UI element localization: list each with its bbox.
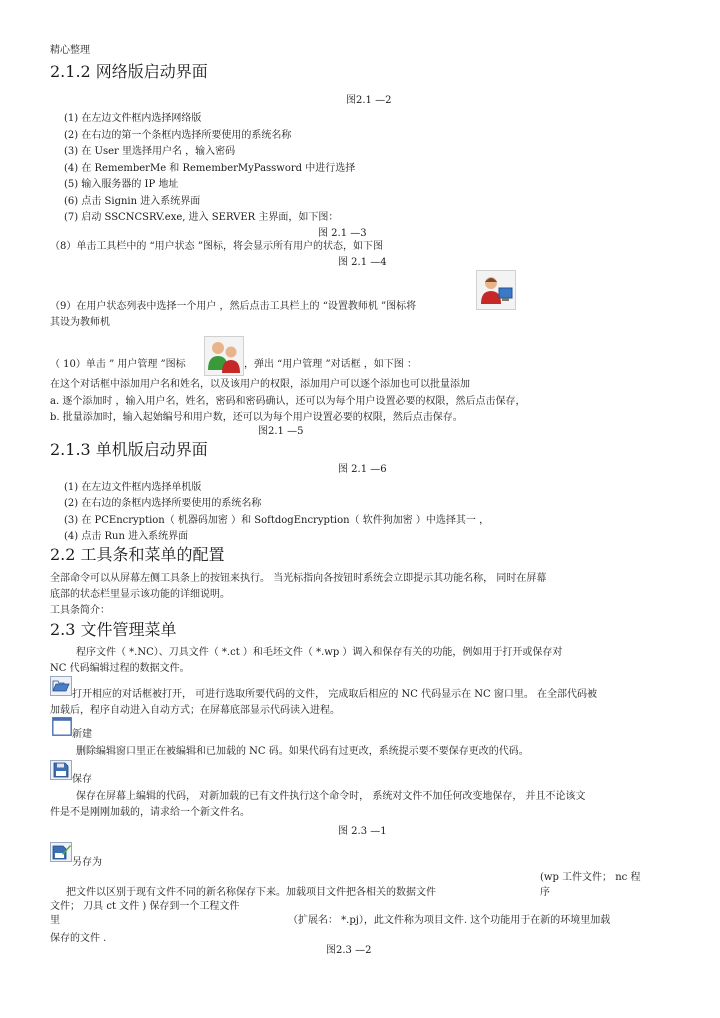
paragraph: 在这个对话框中添加用户名和姓名，以及该用户的权限，添加用户可以逐个添加也可以批量添加: [50, 379, 470, 390]
figure-caption: 图 2.1 —6: [338, 464, 387, 475]
step-10: （ 10）单击 ” 用户管理 ”图标: [50, 359, 186, 370]
section-title-2-1-2: 2.1.2 网络版启动界面: [50, 62, 208, 81]
margin-note: (wp 工件文件； nc 程: [540, 872, 641, 883]
page-header: 精心整理: [50, 45, 90, 56]
step-2: (2) 在右边的第一个条框内选择所要使用的系统名称: [64, 130, 292, 141]
new-label: 新建: [72, 729, 92, 740]
paragraph: 件是不是刚刚加载的，请求给一个新文件名。: [50, 807, 250, 818]
paragraph: 打开相应的对话框被打开， 可进行选取所要代码的文件， 完成取后相应的 NC 代码显示在 NC 窗口里。 在全部代码被: [72, 689, 598, 700]
set-teacher-icon: [476, 270, 516, 310]
new-file-icon: [52, 717, 72, 736]
paragraph: （扩展名： *.pj），此文件称为项目文件. 这个功能用于在新的环境里加载: [288, 915, 611, 926]
step-4: (4) 在 RememberMe 和 RememberMyPassword 中进行选择: [64, 163, 356, 174]
step-4: (4) 点击 Run 进入系统界面: [64, 531, 189, 542]
step-9-continued: 其设为教师机: [50, 317, 110, 328]
paragraph: 把文件以区别于现有文件不同的新名称保存下来。加载项目文件把各相关的数据文件: [66, 887, 436, 898]
paragraph: 保存在屏幕上编辑的代码， 对新加载的已有文件执行这个命令时， 系统对文件不加任何改变地保存， 并且不论该文: [76, 791, 586, 802]
figure-caption: 图 2.1 —4: [338, 257, 387, 268]
section-title-2-3: 2.3 文件管理菜单: [50, 620, 177, 639]
margin-note: 序: [540, 887, 550, 898]
paragraph: b. 批量添加时，输入起始编号和用户数，还可以为每个用户设置必要的权限，然后点击保存。: [50, 412, 463, 423]
step-9: （9）在用户状态列表中选择一个用户 ，然后点击工具栏上的 “设置教师机 ”图标将: [50, 301, 417, 312]
figure-caption: 图 2.3 —1: [338, 826, 387, 837]
step-7: (7) 启动 SSCNCSRV.exe, 进入 SERVER 主界面，如下图：: [64, 212, 339, 223]
step-6: (6) 点击 Signin 进入系统界面: [64, 196, 201, 207]
paragraph: a. 逐个添加时 ，输入用户名，姓名，密码和密码确认，还可以为每个用户设置必要的权限，然后点击保存，: [50, 396, 526, 407]
open-file-icon: [50, 676, 72, 696]
paragraph: 里: [50, 915, 60, 926]
step-3: (3) 在 PCEncryption（ 机器码加密 ）和 SoftdogEncryption（ 软件狗加密 ）中选择其一 ，: [64, 515, 490, 526]
paragraph: 底部的状态栏里显示该功能的详细说明。: [50, 589, 230, 600]
paragraph: 加载后，程序自动进入自动方式；在屏幕底部显示代码读入进程。: [50, 705, 340, 716]
paragraph: 文件； 刀具 ct 文件 ) 保存到一个工程文件: [50, 901, 240, 912]
step-5: (5) 输入服务器的 IP 地址: [64, 179, 179, 190]
paragraph: 工具条简介：: [50, 605, 110, 616]
save-label: 保存: [72, 774, 92, 785]
step-2: (2) 在右边的条框内选择所要使用的系统名称: [64, 498, 262, 509]
paragraph: NC 代码编辑过程的数据文件。: [50, 663, 190, 674]
save-icon: [50, 760, 72, 780]
step-8: （8）单击工具栏中的 “用户状态 ”图标，将会显示所有用户的状态，如下图: [50, 241, 383, 252]
section-title-2-1-3: 2.1.3 单机版启动界面: [50, 440, 208, 459]
section-title-2-2: 2.2 工具条和菜单的配置: [50, 545, 225, 564]
step-1: (1) 在左边文件框内选择单机版: [64, 482, 202, 493]
save-as-label: 另存为: [72, 857, 102, 868]
step-3: (3) 在 User 里选择用户名 ，输入密码: [64, 146, 236, 157]
save-as-icon: [50, 842, 72, 862]
paragraph: 程序文件（ *.NC）、刀具文件（ *.ct ）和毛坯文件（ *.wp ）调入和保存有关的功能，例如用于打开或保存对: [76, 647, 563, 658]
paragraph: 保存的文件 .: [50, 933, 107, 944]
figure-caption: 图 2.1 —3: [318, 228, 367, 239]
figure-caption: 图2.1 —5: [258, 426, 304, 437]
figure-caption: 图2.3 —2: [326, 945, 372, 956]
user-management-icon: [204, 336, 244, 376]
figure-caption: 图2.1 —2: [346, 95, 392, 106]
paragraph: 全部命令可以从屏幕左侧工具条上的按钮来执行。 当光标指向各按钮时系统会立即提示其功能名称， 同时在屏幕: [50, 573, 547, 584]
paragraph: 删除编辑窗口里正在被编辑和已加载的 NC 码。如果代码有过更改，系统提示要不要保存更改的代码。: [76, 746, 529, 757]
step-1: (1) 在左边文件框内选择网络版: [64, 113, 202, 124]
step-10-continued: ，弹出 “用户管理 ”对话框 ，如下图 ：: [244, 359, 417, 370]
